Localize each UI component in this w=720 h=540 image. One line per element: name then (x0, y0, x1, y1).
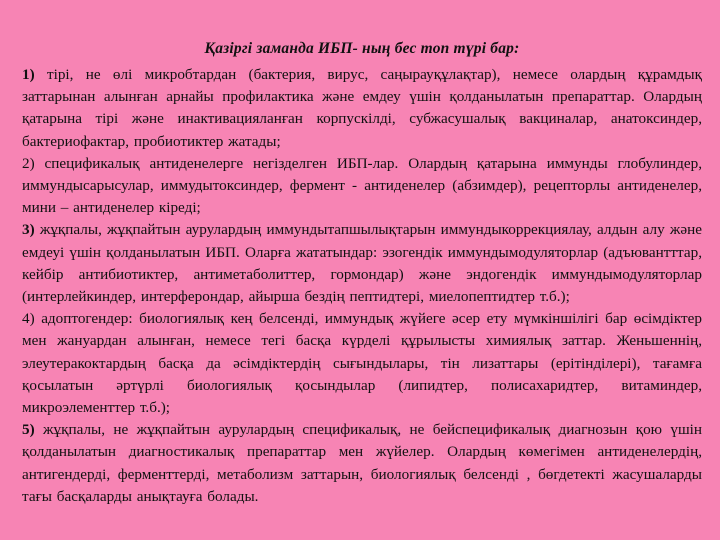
item-number: 2) (22, 154, 35, 172)
list-item-2 (22, 153, 702, 220)
item-text: тірі, не өлі микробтардан (бактерия, вирус, саңырауқұлақтар), немесе олардың құрамдық заттарынан алынған арнайы профилактика және емдеу үшін қолданылатын препараттар. Олардың қатарына тірі және инактивацияланған корпускілді, субжасушалық вакциналар, анатоксиндер, бактериофактар, пробиотиктер жатады; (22, 66, 702, 150)
item-text: жұқпалы, не жұқпайтын аурулардың спецификалық, не бейспецификалық диагнозын қою үшін қолданылатын диагностикалық препараттар мен жүйелер. Олардың көмегімен антиденелердің, антигендерді, ферменттерді, метаболизм заттарын, биологиялық белсенді , бөгдетекті жасушаларды тағы басқаларды анықтауға болады. (22, 421, 702, 505)
item-text: жұқпалы, жұқпайтын аурулардың иммундытапшылықтарын иммундыкоррекциялау, алдын алу және емдеуі үшін қолданылатын ИБП. Оларға жататындар: эзогендік иммундымодуляторлар (адъювантттар, кейбір антибиотиктер, антиметаболиттер, гормондар) және эндогендік иммундымодуляторлар (интерлейкиндер, интерферондар, айырша бездің пептидтері, миелопептидтер т.б.); (22, 221, 702, 306)
list-item-3 (22, 219, 702, 308)
list-item-5 (22, 419, 702, 508)
item-number: 3) (22, 221, 35, 239)
slide-title: Қазіргі заманда ИБП- ның бес топ түрі бар: (204, 40, 520, 57)
item-number: 5) (22, 421, 35, 439)
item-text: адоптогендер: биологиялық кең белсенді, иммундық жүйеге әсер ету мүмкіншілігі бар өсімдіктер мен жануардан алынған, немесе тегі басқа күрделі құрылысты химиялық заттар. Женьшеннің, элеутеракоктардың басқа да әсімдіктердің сығындылары, тін лизаттары (ерітінділері), тағамға қосылатын әртүрлі биологиялық қосындылар (липидтер, полисахаридтер, витаминдер, микроэлементтер т.б.); (22, 310, 702, 417)
list-item-4 (22, 308, 702, 419)
item-text: спецификалық антиденелерге негізделген ИБП-лар. Олардың қатарына иммунды глобулиндер, иммундысарысулар, иммудытоксиндер, фермент - антиденелер (абзимдер), рецепторлы антиденелер, мини – антиденелер кіреді; (22, 154, 702, 217)
list-item-1 (22, 64, 702, 153)
item-number: 4) (22, 310, 35, 328)
item-number: 1) (22, 66, 35, 83)
